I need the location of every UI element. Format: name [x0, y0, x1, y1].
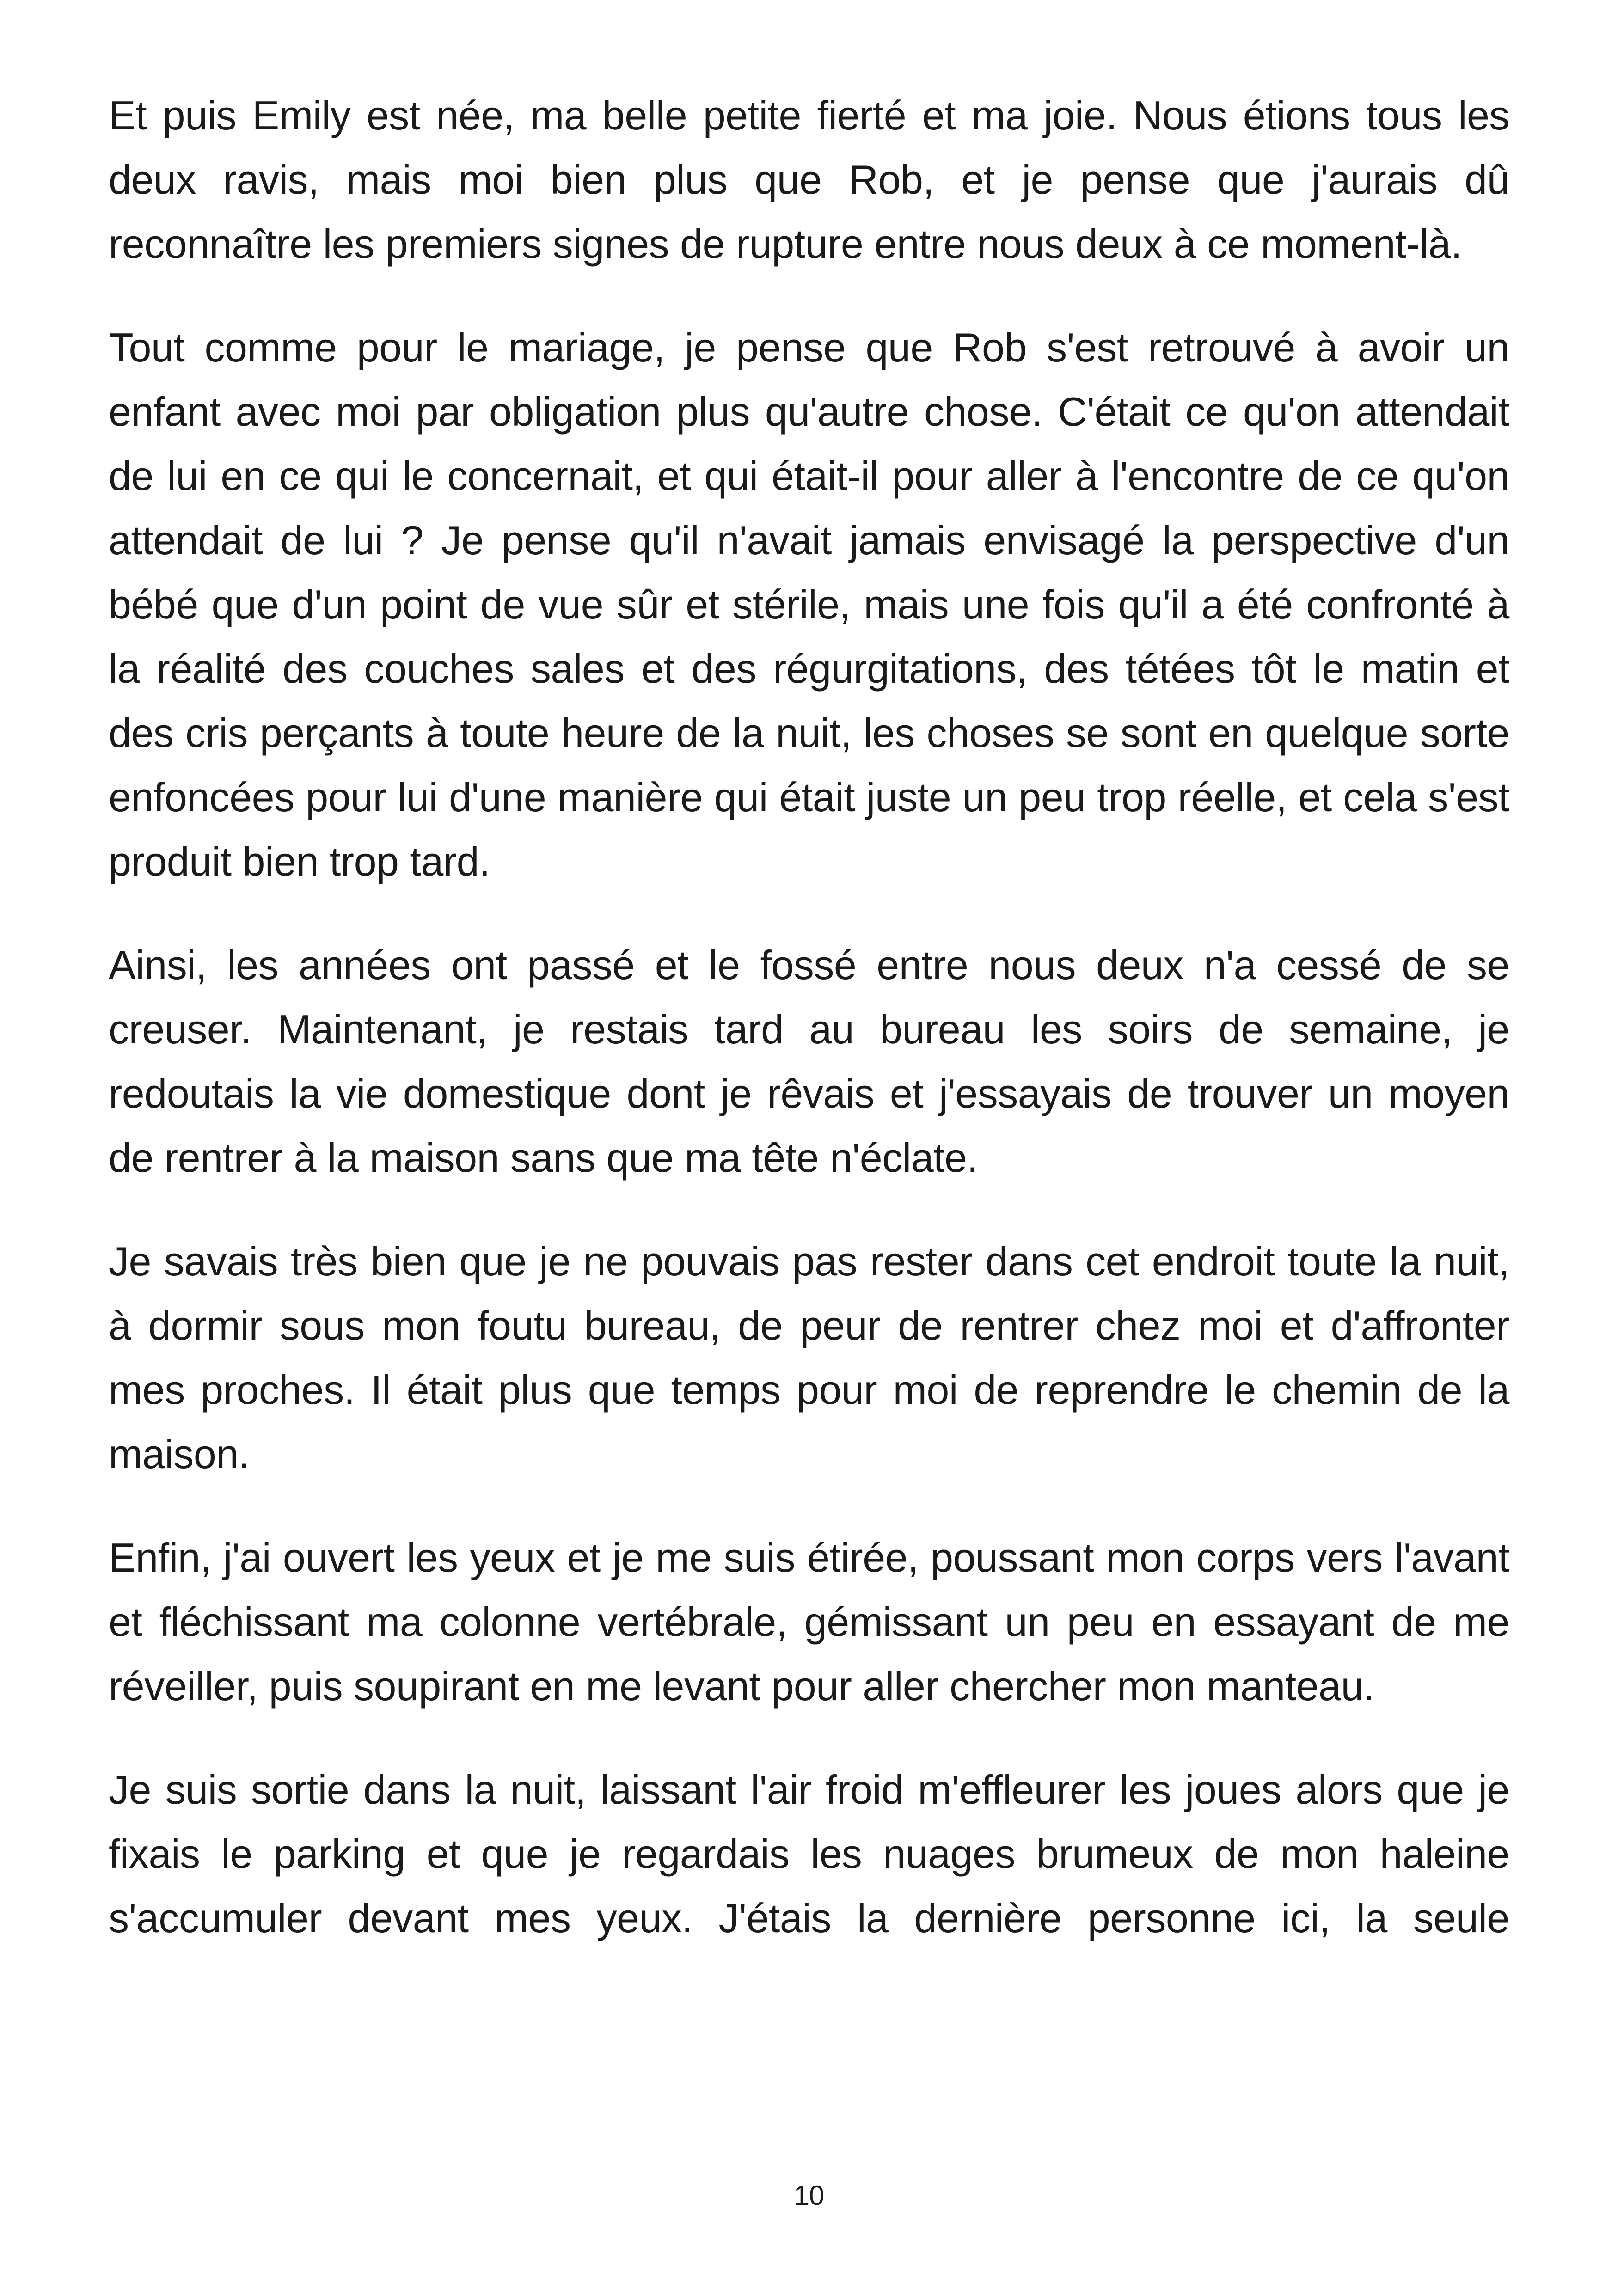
paragraph-2: Tout comme pour le mariage, je pense que Rob s'est retrouvé à avoir un enfant avec moi par obligation plus qu'autre chose. C'était ce qu'on attendait de lui en ce qui le concernait, et qui était-il pour aller à l'encontre de ce qu'on attendait de lui ? Je pense qu'il n'avait jamais envisagé la perspective d'un bébé que d'un point de vue sûr et stérile, mais une fois qu'il a été confronté à la réalité des couches sales et des régurgitations, des tétées tôt le matin et des cris perçants à toute heure de la nuit, les choses se sont en quelque sorte enfoncées pour lui d'une manière qui était juste un peu trop réelle, et cela s'est produit bien trop tard.: [109, 325, 1509, 884]
paragraph-5: Enfin, j'ai ouvert les yeux et je me suis étirée, poussant mon corps vers l'avant et fléchissant ma colonne vertébrale, gémissant un peu en essayant de me réveiller, puis soupirant en me levant pour aller chercher mon manteau.: [109, 1535, 1509, 1709]
paragraph-3: Ainsi, les années ont passé et le fossé entre nous deux n'a cessé de se creuser. Maintenant, je restais tard au bureau les soirs de semaine, je redoutais la vie domestique dont je rêvais et j'essayais de trouver un moyen de rentrer à la maison sans que ma tête n'éclate.: [109, 942, 1509, 1181]
body-text: [109, 83, 1509, 1950]
paragraph-1: Et puis Emily est née, ma belle petite fierté et ma joie. Nous étions tous les deux ravis, mais moi bien plus que Rob, et je pense que j'aurais dû reconnaître les premiers signes de rupture entre nous deux à ce moment-là.: [109, 92, 1509, 267]
paragraph-6: Je suis sortie dans la nuit, laissant l'air froid m'effleurer les joues alors que je fixais le parking et que je regardais les nuages brumeux de mon haleine s'accumuler devant mes yeux. J'étais la dernière personne ici, la seule: [109, 1767, 1509, 1941]
page-number: 10: [793, 2180, 825, 2211]
paragraph-4: Je savais très bien que je ne pouvais pas rester dans cet endroit toute la nuit, à dormir sous mon foutu bureau, de peur de rentrer chez moi et d'affronter mes proches. Il était plus que temps pour moi de reprendre le chemin de la maison.: [109, 1238, 1509, 1477]
